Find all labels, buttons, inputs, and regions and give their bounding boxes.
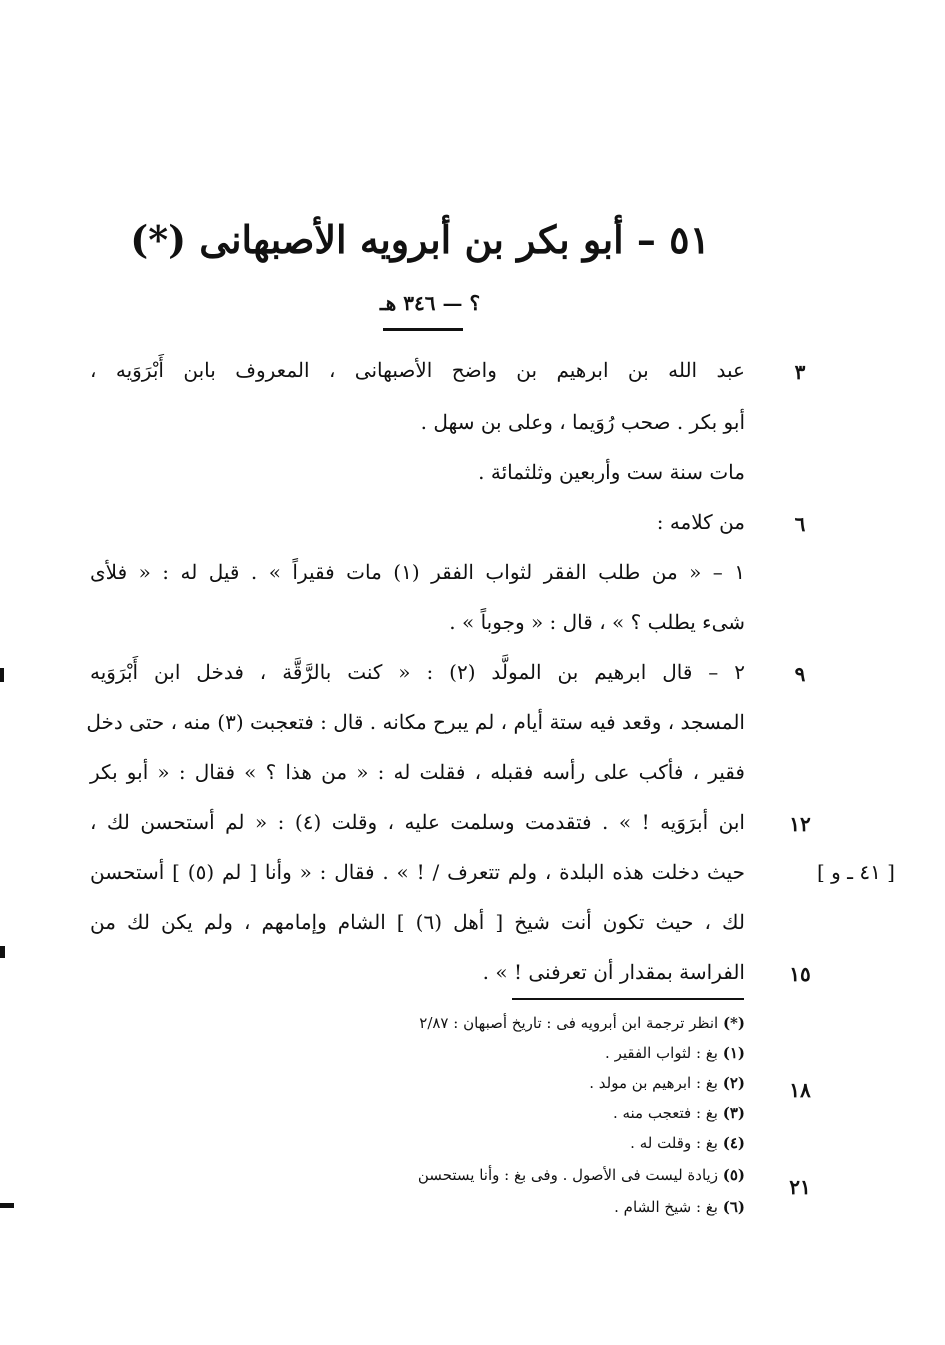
line-number: ١٢ [789, 812, 811, 836]
footnote-text: زيادة ليست فى الأصول . وفى بغ : وأنا يستحسن [417, 1166, 718, 1184]
body-line: فقير ، فأكب على رأسه فقبله ، فقلت له : « من هذا ؟ » فقال : « أبو بكر [90, 760, 745, 784]
scan-edge-mark [0, 668, 4, 682]
body-line: مات سنة ست وأربعين وثلثمائة . [478, 460, 745, 484]
line-number: ٢١ [789, 1175, 811, 1199]
body-line: ٢ – قال ابرهيم بن المولَّد (٢) : « كنت بالرَّقَّة ، فدخل ابن أَبْرَوَيه [90, 660, 745, 684]
footnote-text: بغ : لثواب الفقير . [605, 1044, 718, 1062]
footnote-mark: (١) [722, 1044, 745, 1062]
footnote-mark: (٣) [722, 1104, 745, 1122]
footnote-mark: (*) [722, 1014, 745, 1032]
body-line: الفراسة بمقدار أن تعرفنى ! » . [482, 960, 745, 984]
footnote-mark: (٤) [722, 1134, 745, 1152]
footnote-text: بغ : فتعجب منه . [612, 1104, 718, 1122]
line-number: ٣ [794, 360, 806, 384]
footnote [630, 1128, 745, 1158]
body-line: شىء يطلب ؟ » ، قال : « وجوباً » . [449, 610, 745, 634]
footnote [589, 1068, 745, 1098]
body-line: ١ – « من طلب الفقر لثواب الفقر (١) مات فقيراً » . قيل له : « فلأى [90, 560, 745, 584]
footnote [418, 1160, 745, 1190]
body-line: من كلامه : [656, 510, 745, 534]
footnote-divider [512, 998, 744, 1000]
body-line: أبو بكر . صحب رُوَيما ، وعلى بن سهل . [420, 410, 745, 434]
title-underline [383, 328, 463, 331]
footnote-mark: (٦) [722, 1198, 745, 1216]
footnote-mark: (٥) [722, 1166, 745, 1184]
line-number: ١٥ [789, 962, 811, 986]
footnote [614, 1192, 745, 1222]
footnote-text: بغ : وقلت له . [630, 1134, 718, 1152]
line-number: ٩ [794, 662, 806, 686]
footnote [605, 1038, 745, 1068]
folio-marker: [ ٤١ ـ و ] [816, 860, 895, 884]
scan-edge-mark [0, 946, 5, 958]
body-line: المسجد ، وقعد فيه ستة أيام ، لم يبرح مكانه . قال : فتعجبت (٣) منه ، حتى دخل [86, 710, 745, 734]
footnote-text: انظر ترجمة ابن أبرويه فى : تاريخ أصبهان : ٢/٨٧ [419, 1014, 719, 1032]
footnote-mark: (٢) [722, 1074, 745, 1092]
line-number: ٦ [794, 512, 806, 536]
footnote [419, 1008, 745, 1038]
body-line: عبد الله بن ابرهيم بن واضح الأصبهانى ، المعروف بابن أَبْرَوَيه ، [90, 358, 745, 382]
footnote-text: بغ : شيخ الشام . [614, 1198, 718, 1216]
scan-edge-mark [0, 1203, 14, 1208]
body-line: لك ، حيث تكون أنت شيخ [ أهل (٦) ] الشام وإمامهم ، ولم يكن لك من [90, 910, 745, 934]
chapter-title: ٥١ – أبو بكر بن أبرويه الأصبهانى (*) [130, 217, 710, 262]
line-number: ١٨ [789, 1078, 811, 1102]
body-line: حيث دخلت هذه البلدة ، ولم تتعرف / ! » . فقال : « وأنا [ لم (٥) ] أستحسن [90, 860, 745, 884]
footnote [613, 1098, 745, 1128]
footnote-text: بغ : ابرهيم بن مولد . [589, 1074, 718, 1092]
chapter-dates: ؟ — ٣٤٦ هـ [379, 291, 481, 315]
body-line: ابن أبرَوَيه ! » . فتقدمت وسلمت عليه ، وقلت (٤) : « لم أستحسن لك ، [90, 810, 745, 834]
